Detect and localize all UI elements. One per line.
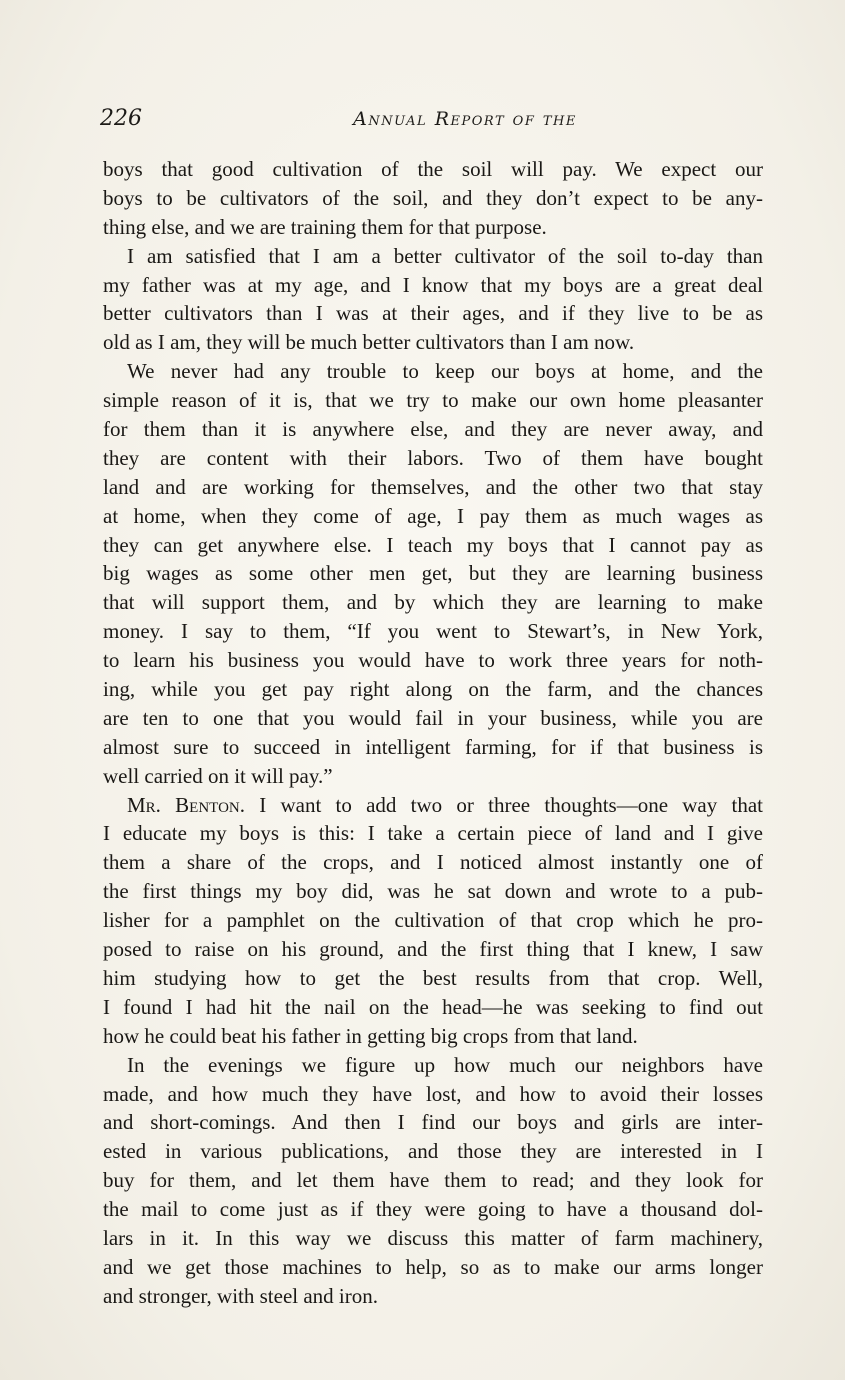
line-text: old as I am, they will be much better cultivators than I am now. [103, 330, 635, 355]
text-line [103, 444, 763, 473]
line-text: how he could beat his father in getting big crops from that land. [103, 1023, 638, 1048]
text-line [103, 1224, 763, 1253]
text-line [103, 559, 763, 588]
running-head: Annual Report of the [353, 108, 577, 130]
line-text: I educate my boys is this: I take a certain piece of land and I give [103, 821, 763, 846]
text-line [103, 848, 763, 877]
line-text: posed to raise on his ground, and the first thing that I knew, I saw [103, 937, 763, 962]
text-line [103, 328, 763, 357]
text-line [103, 1051, 763, 1080]
line-text: I am satisfied that I am a better cultivator of the soil to-day than [127, 243, 763, 268]
line-text: I found I had hit the nail on the head—he was seeking to find out [103, 994, 763, 1019]
text-line [103, 1195, 763, 1224]
line-text: made, and how much they have lost, and how to avoid their losses [103, 1081, 763, 1106]
text-line [103, 906, 763, 935]
text-line [103, 386, 763, 415]
line-text: ing, while you get pay right along on the farm, and the chances [103, 677, 763, 702]
text-line [103, 299, 763, 328]
text-line [103, 184, 763, 213]
page-header [100, 106, 760, 136]
line-text: and stronger, with steel and iron. [103, 1283, 379, 1308]
text-line [103, 877, 763, 906]
text-line [103, 1166, 763, 1195]
text-line [103, 531, 763, 560]
line-text: the mail to come just as if they were going to have a thousand dol- [103, 1197, 763, 1222]
text-line [103, 617, 763, 646]
text-line [103, 762, 763, 791]
text-line [103, 473, 763, 502]
text-line [103, 1253, 763, 1282]
line-text: well carried on it will pay.” [103, 763, 333, 788]
text-line [103, 935, 763, 964]
speaker-name: Mr. Benton. [127, 792, 245, 817]
line-text: buy for them, and let them have them to read; and they look for [103, 1168, 763, 1193]
line-text: I want to add two or three thoughts—one way that [244, 792, 763, 817]
text-line [103, 1022, 763, 1051]
text-line [103, 964, 763, 993]
body-text [103, 155, 763, 1311]
line-text: In the evenings we figure up how much our neighbors have [127, 1052, 763, 1077]
line-text: big wages as some other men get, but they are learning business [103, 561, 763, 586]
text-line [103, 1080, 763, 1109]
text-line [103, 1137, 763, 1166]
line-text: We never had any trouble to keep our boys at home, and the [127, 359, 763, 384]
line-text: to learn his business you would have to work three years for noth- [103, 648, 763, 673]
line-text: ested in various publications, and those they are interested in I [103, 1139, 763, 1164]
line-text: almost sure to succeed in intelligent farming, for if that business is [103, 734, 763, 759]
text-line [103, 502, 763, 531]
line-text: and short-comings. And then I find our boys and girls are inter- [103, 1110, 763, 1135]
line-text: they are content with their labors. Two of them have bought [103, 445, 763, 470]
line-text: simple reason of it is, that we try to make our own home pleasanter [103, 388, 763, 413]
text-line [103, 242, 763, 271]
line-text: land and are working for themselves, and the other two that stay [103, 474, 763, 499]
line-text: boys to be cultivators of the soil, and they don’t expect to be any- [103, 185, 763, 210]
line-text: them a share of the crops, and I noticed almost instantly one of [103, 850, 763, 875]
text-line [103, 993, 763, 1022]
line-text: lisher for a pamphlet on the cultivation of that crop which he pro- [103, 908, 763, 933]
line-text: are ten to one that you would fail in your business, while you are [103, 705, 763, 730]
text-line [103, 155, 763, 184]
text-line [103, 415, 763, 444]
text-line [103, 357, 763, 386]
line-text: him studying how to get the best results from that crop. Well, [103, 965, 763, 990]
line-text: for them than it is anywhere else, and they are never away, and [103, 417, 763, 442]
line-text: lars in it. In this way we discuss this matter of farm machinery, [103, 1225, 763, 1250]
line-text: that will support them, and by which they are learning to make [103, 590, 763, 615]
text-line [103, 733, 763, 762]
line-text: my father was at my age, and I know that my boys are a great deal [103, 272, 763, 297]
text-line [103, 213, 763, 242]
text-line [103, 646, 763, 675]
line-text: the first things my boy did, was he sat down and wrote to a pub- [103, 879, 763, 904]
line-text: at home, when they come of age, I pay them as much wages as [103, 503, 763, 528]
line-text: and we get those machines to help, so as to make our arms longer [103, 1254, 763, 1279]
text-line [103, 704, 763, 733]
text-line [103, 588, 763, 617]
line-text: boys that good cultivation of the soil will pay. We expect our [103, 157, 763, 181]
page-number: 226 [100, 106, 142, 131]
line-text: money. I say to them, “If you went to Stewart’s, in New York, [103, 619, 763, 644]
line-text: better cultivators than I was at their ages, and if they live to be as [103, 301, 763, 326]
text-line [103, 791, 763, 820]
text-line [103, 271, 763, 300]
text-line [103, 819, 763, 848]
text-line [103, 1108, 763, 1137]
line-text: thing else, and we are training them for that purpose. [103, 214, 547, 239]
line-text: they can get anywhere else. I teach my boys that I cannot pay as [103, 532, 763, 557]
text-line [103, 675, 763, 704]
text-line [103, 1282, 763, 1311]
